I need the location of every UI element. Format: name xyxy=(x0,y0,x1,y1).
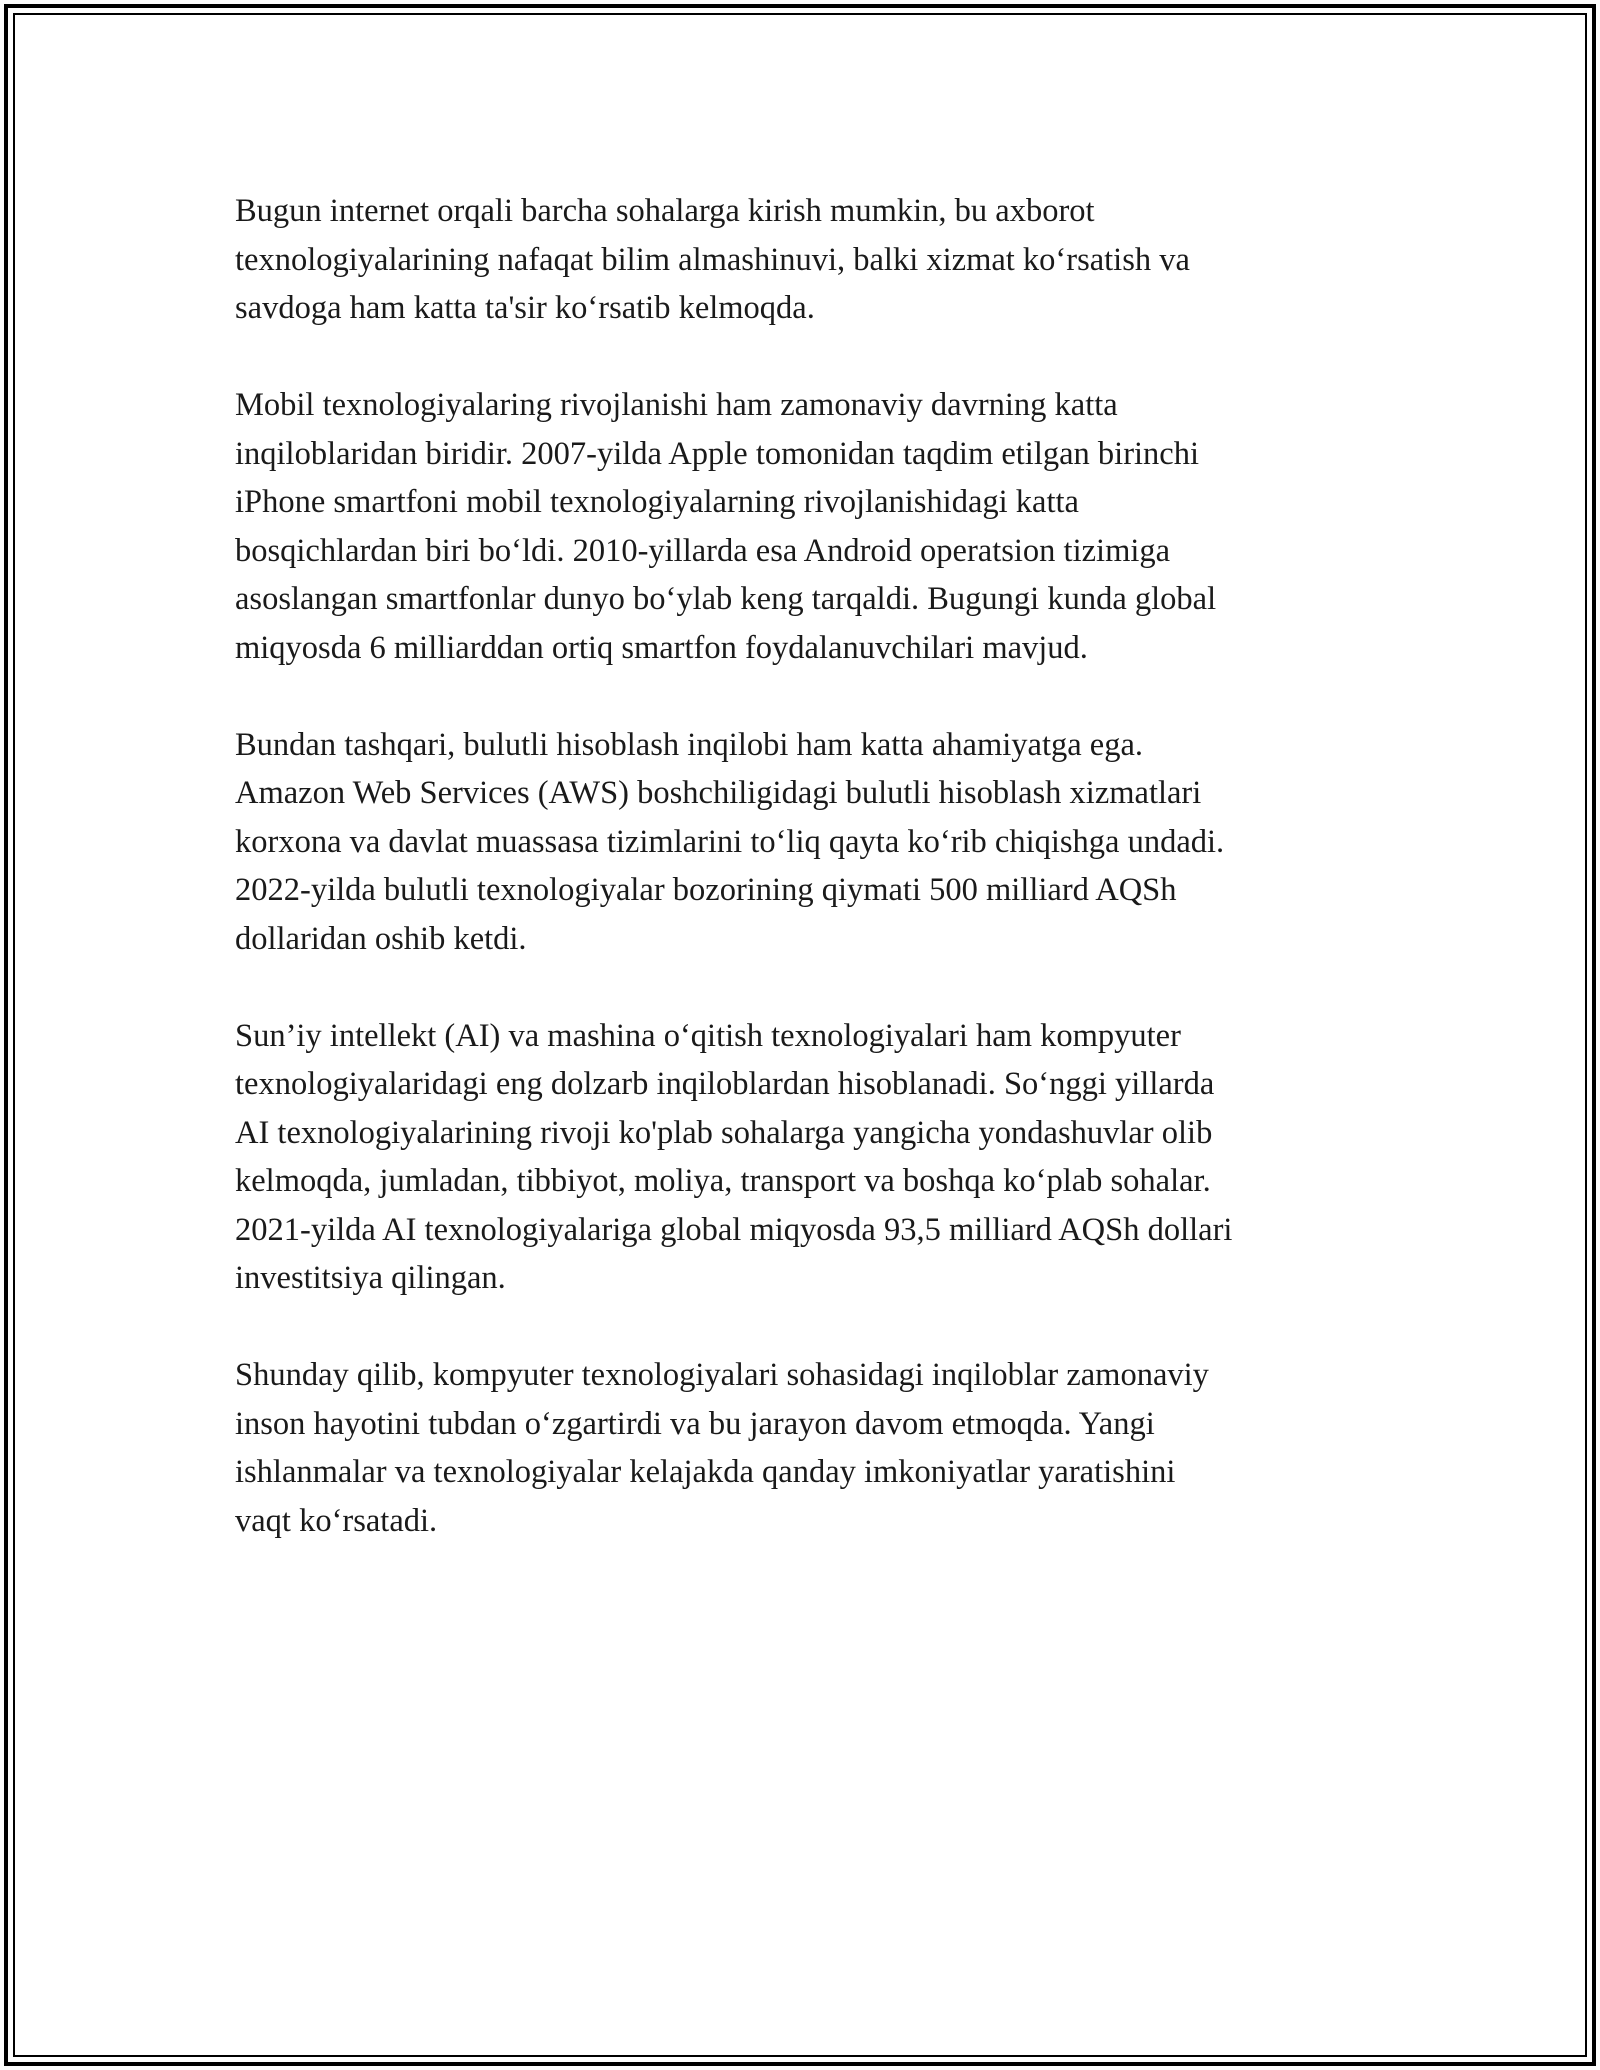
text-line: texnologiyalarining nafaqat bilim almashinuvi, balki xizmat koʻrsatish va xyxy=(235,241,1190,278)
text-line: inqiloblaridan biridir. 2007-yilda Apple tomonidan taqdim etilgan birinchi xyxy=(235,435,1200,472)
text-line: vaqt koʻrsatadi. xyxy=(235,1502,438,1539)
text-line: korxona va davlat muassasa tizimlarini toʻliq qayta koʻrib chiqishga undadi. xyxy=(235,823,1225,860)
text-line: dollaridan oshib ketdi. xyxy=(235,920,527,957)
text-line: kelmoqda, jumladan, tibbiyot, moliya, transport va boshqa koʻplab sohalar. xyxy=(235,1163,1211,1199)
paragraph-4 xyxy=(235,1012,1410,1303)
text-line: iPhone smartfoni mobil texnologiyalarning rivojlanishidagi katta xyxy=(235,484,1079,520)
text-line: bosqichlardan biri boʻldi. 2010-yillarda esa Android operatsion tizimiga xyxy=(235,532,1171,569)
text-line: 2021-yilda AI texnologiyalariga global miqyosda 93,5 milliard AQSh dollari xyxy=(235,1211,1233,1248)
text-line: inson hayotini tubdan oʻzgartirdi va bu jarayon davom etmoqda. Yangi xyxy=(235,1405,1155,1442)
text-line: AI texnologiyalarining rivoji ko'plab sohalarga yangicha yondashuvlar olib xyxy=(235,1114,1213,1151)
paragraph-5 xyxy=(235,1351,1410,1545)
text-line: ishlanmalar va texnologiyalar kelajakda qanday imkoniyatlar yaratishini xyxy=(235,1454,1176,1490)
text-line: Shunday qilib, kompyuter texnologiyalari sohasidagi inqiloblar zamonaviy xyxy=(235,1357,1209,1393)
paragraph-3 xyxy=(235,721,1410,964)
text-line: asoslangan smartfonlar dunyo boʻylab keng tarqaldi. Bugungi kunda global xyxy=(235,581,1217,617)
paragraph-1 xyxy=(235,187,1410,333)
text-line: Sun’iy intellekt (AI) va mashina oʻqitish texnologiyalari ham kompyuter xyxy=(235,1017,1181,1054)
text-line: savdoga ham katta ta'sir koʻrsatib kelmoqda. xyxy=(235,290,815,326)
text-line: Bugun internet orqali barcha sohalarga kirish mumkin, bu axborot xyxy=(235,193,1095,229)
text-line: investitsiya qilingan. xyxy=(235,1260,506,1296)
text-line: Mobil texnologiyalaring rivojlanishi ham zamonaviy davrning katta xyxy=(235,387,1118,423)
paragraph-2 xyxy=(235,381,1410,672)
text-line: 2022-yilda bulutli texnologiyalar bozorining qiymati 500 milliard AQSh xyxy=(235,872,1177,908)
text-line: Bundan tashqari, bulutli hisoblash inqilobi ham katta ahamiyatga ega. xyxy=(235,726,1144,763)
text-line: miqyosda 6 milliarddan ortiq smartfon foydalanuvchilari mavjud. xyxy=(235,629,1088,666)
document-body xyxy=(235,187,1410,1594)
text-line: texnologiyalaridagi eng dolzarb inqiloblardan hisoblanadi. Soʻnggi yillarda xyxy=(235,1066,1215,1102)
text-line: Amazon Web Services (AWS) boshchiligidagi bulutli hisoblash xizmatlari xyxy=(235,775,1202,811)
